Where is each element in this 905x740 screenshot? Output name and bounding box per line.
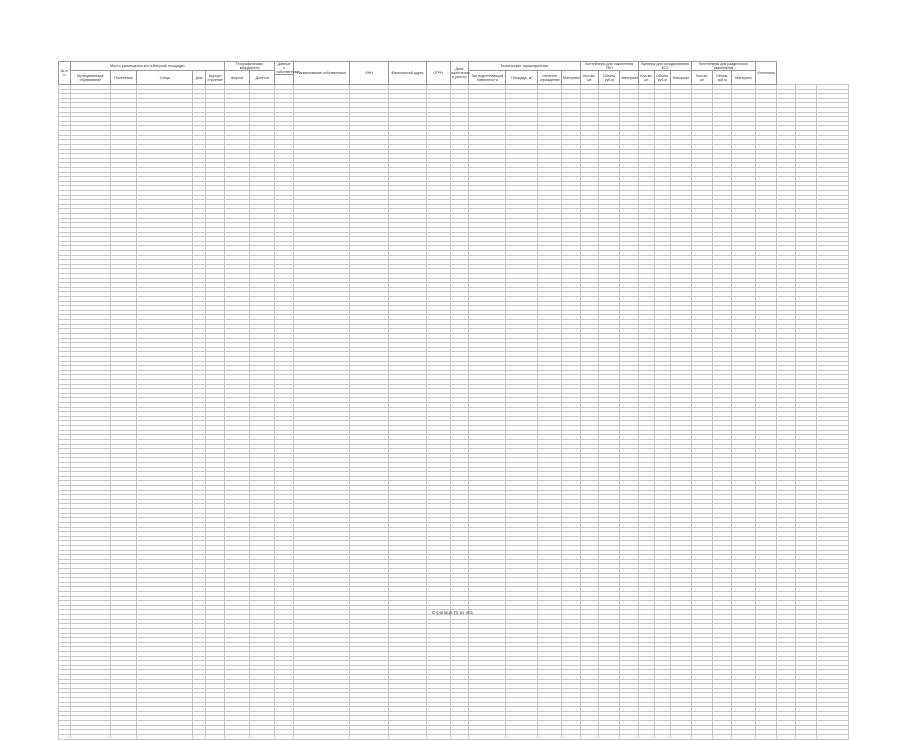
table-cell: [206, 734, 225, 739]
header-sep-count: Кол-во, шт.: [692, 71, 713, 85]
table-cell: [450, 734, 469, 739]
table-cell: [137, 734, 193, 739]
header-fence: Наличие ограждения: [538, 71, 562, 85]
header-cover: Тип подстилающей поверхности: [469, 71, 506, 85]
table-cell: [59, 734, 71, 739]
table-cell: [426, 734, 450, 739]
table-cell: [795, 734, 816, 739]
table-cell: [599, 734, 620, 739]
header-house: Дом: [193, 71, 206, 85]
header-lon: Долгота: [250, 71, 275, 85]
header-owner-name: Наименование собственника: [293, 62, 349, 85]
header-owner-sub: [275, 75, 294, 85]
table-cell: [670, 734, 691, 739]
table-cell: [469, 734, 506, 739]
table-cell: [275, 734, 294, 739]
table-cell: [562, 734, 581, 739]
header-sources: Источники: [755, 62, 776, 85]
table-cell: [639, 734, 655, 739]
header-group-tech: Технические характеристики: [469, 62, 581, 71]
table-cell: [193, 734, 206, 739]
table-cell: [389, 734, 426, 739]
header-settlement: Поселение: [110, 71, 137, 85]
header-kgo-volume: Объем, куб.м: [654, 71, 670, 85]
table-cell: [506, 734, 538, 739]
table-cell: [620, 734, 639, 739]
registry-header: [59, 62, 849, 85]
table-cell: [777, 734, 796, 739]
table-cell: [816, 734, 848, 739]
table-cell: [110, 734, 137, 739]
table-cell: [713, 734, 732, 739]
header-kgo-material: Материал: [670, 71, 691, 85]
header-volume: Объем, куб.м: [599, 71, 620, 85]
table-cell: [731, 734, 755, 739]
table-cell: [580, 734, 599, 739]
header-group-separate: Контейнеры для раздельного накопления: [692, 62, 756, 71]
table-cell: [224, 734, 249, 739]
table-cell: [755, 734, 776, 739]
table-cell: [538, 734, 562, 739]
header-count: Кол-во, шт.: [580, 71, 599, 85]
header-owner: Данные о собственнике: [276, 62, 300, 74]
header-building: Корпус/строение: [206, 71, 225, 85]
header-inn: ИНН: [349, 62, 389, 85]
table-row: [59, 734, 849, 739]
header-date: Дата включения в реестр: [450, 62, 469, 85]
header-group-coords: Географические координаты: [224, 62, 274, 71]
header-street: Улица: [137, 71, 193, 85]
header-material: Материал: [620, 71, 639, 85]
header-sep-volume: Объем, куб.м: [713, 71, 732, 85]
header-lat: Широта: [224, 71, 249, 85]
header-ogrn: ОГРН: [426, 62, 450, 85]
header-group-location: Место размещения контейнерной площадки: [70, 62, 224, 71]
table-cell: [349, 734, 389, 739]
container-sites-registry-table: [58, 61, 849, 740]
table-cell: [70, 734, 110, 739]
header-row-groups: [59, 62, 849, 71]
table-cell: [654, 734, 670, 739]
page-number: Страница 76 из 481: [431, 610, 474, 615]
header-sep-material: Материал: [731, 71, 755, 85]
header-area: Площадь, м²: [506, 71, 538, 85]
registry-body: [59, 85, 849, 740]
header-group-containers: Контейнеры для накопления ТКО: [580, 62, 638, 71]
header-municipal: Муниципальное образование: [70, 71, 110, 85]
header-num: № п/п: [59, 62, 71, 85]
header-kgo-count: Кол-во, шт.: [639, 71, 655, 85]
table-cell: [250, 734, 275, 739]
table-cell: [293, 734, 349, 739]
table-cell: [692, 734, 713, 739]
header-material-tech: Материал: [562, 71, 581, 85]
header-group-kgo: Бункеры для складирования КГО: [639, 62, 692, 71]
header-address: Фактический адрес: [389, 62, 426, 85]
